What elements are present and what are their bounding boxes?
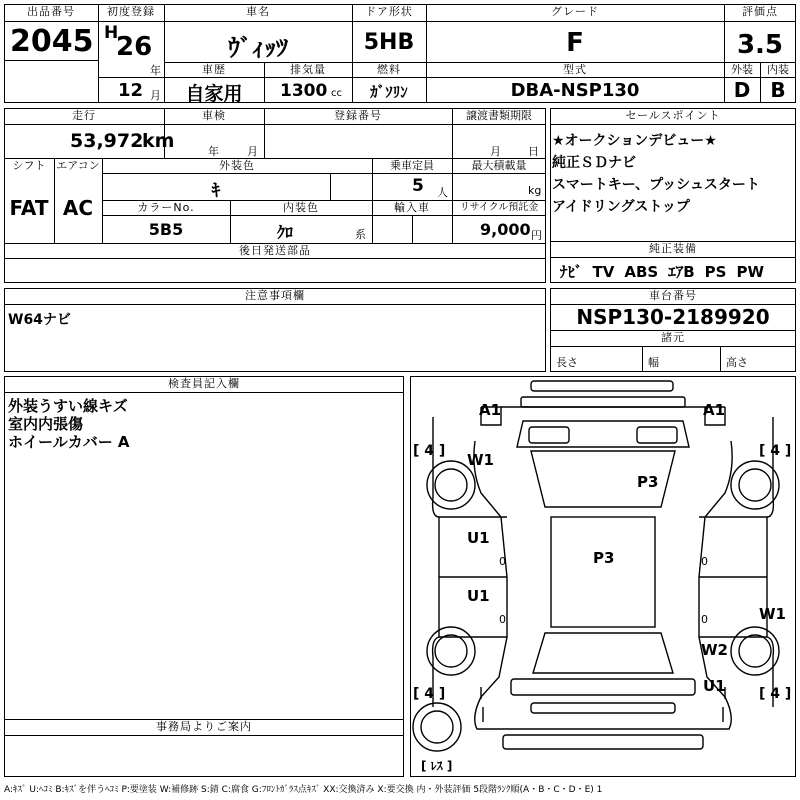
height-label: 高さ: [726, 356, 748, 369]
car-name-label: 車名: [246, 5, 270, 18]
office-label: 事務局よりご案内: [156, 720, 252, 733]
damage-mark: U1: [467, 529, 490, 547]
int-color-label: 内装色: [283, 201, 319, 214]
ext-color: ｷ: [211, 181, 221, 201]
year-unit: 年: [150, 64, 161, 77]
length-label: 長さ: [556, 356, 578, 369]
sales-line: スマートキー、プッシュスタート: [552, 177, 760, 193]
mileage-unit: km: [142, 130, 175, 152]
legend: A:ｷｽﾞ U:ﾍｺﾐ B:ｷｽﾞを伴うﾍｺﾐ P:要塗装 W:補修跡 S:錆 C:腐食 G:ﾌﾛﾝﾄｶﾞﾗｽ点ｷｽﾞ XX:交換済み X:要交換 内・外装評価 5段階ﾗﾝｸ順(A・B・C・D・E) 1: [4, 785, 603, 795]
sales-line: アイドリングストップ: [552, 199, 690, 215]
chassis-label: 車台番号: [649, 289, 697, 302]
grade: F: [566, 28, 584, 58]
inspector-label: 検査員記入欄: [168, 377, 240, 390]
damage-mark: 0: [701, 613, 708, 626]
tire-label: [ 4 ]: [413, 443, 446, 459]
width-label: 幅: [648, 356, 659, 369]
month-unit: 月: [150, 89, 161, 102]
damage-mark: U1: [703, 677, 726, 695]
tire-label: [ 4 ]: [759, 686, 792, 702]
displacement-label: 排気量: [290, 63, 326, 76]
equipment-item: ｴｱB: [668, 263, 695, 281]
reg-month: 12: [118, 80, 144, 101]
grade-label: グレード: [551, 5, 599, 18]
damage-mark: P3: [637, 473, 659, 491]
damage-mark: 0: [499, 555, 506, 568]
tire-label: [ 4 ]: [759, 443, 792, 459]
transfer-day-unit: 日: [528, 145, 539, 158]
damage-mark: W1: [467, 451, 494, 469]
car-diagram: [410, 376, 796, 777]
score-label: 評価点: [742, 5, 778, 18]
mileage-label: 走行: [72, 109, 96, 122]
notes-label: 注意事項欄: [245, 289, 305, 302]
door-type: 5HB: [363, 30, 415, 55]
color-no-label: カラーNo.: [137, 201, 195, 214]
damage-mark: U1: [467, 587, 490, 605]
car-diagram-svg: [411, 377, 795, 776]
damage-mark: 0: [499, 613, 506, 626]
damage-mark: W1: [759, 605, 786, 623]
displacement-unit: cc: [331, 88, 342, 99]
max-load-label: 最大積載量: [471, 159, 527, 172]
max-load-unit: kg: [528, 184, 542, 197]
fuel-label: 燃料: [377, 63, 401, 76]
damage-mark: 0: [701, 555, 708, 568]
notes-text: W64ナビ: [8, 312, 71, 328]
equipment-item: PS: [704, 263, 727, 281]
damage-mark: W2: [701, 641, 728, 659]
int-color-unit: 系: [355, 228, 366, 241]
int-color: ｸﾛ: [276, 223, 293, 242]
chassis-number: NSP130-2189920: [576, 305, 770, 329]
score: 3.5: [736, 30, 784, 60]
equipment-item: TV: [592, 263, 615, 281]
recycle-label: リサイクル預託金: [459, 202, 539, 213]
inspector-line: 外装うすい線キズ: [8, 397, 128, 415]
ac: AC: [62, 196, 94, 220]
transfer-month-unit: 月: [490, 145, 501, 158]
lot-number: 2045: [10, 24, 94, 59]
color-no: 5B5: [148, 220, 184, 239]
fuel: ｶﾞｿﾘﾝ: [370, 83, 408, 101]
recycle: 9,000: [480, 220, 531, 239]
inspection-month-unit: 月: [247, 145, 258, 158]
exterior-grade: D: [733, 78, 751, 102]
inspection-label: 車検: [202, 109, 226, 122]
displacement: 1300: [280, 81, 328, 101]
import-label: 輸入車: [394, 201, 430, 214]
reg-year: 26: [116, 32, 153, 62]
tire-label: [ 4 ]: [413, 686, 446, 702]
era: H: [104, 23, 119, 43]
equipment-item: PW: [736, 263, 764, 281]
equipment-item: ﾅﾋﾞ: [560, 263, 583, 281]
capacity: 5: [412, 176, 424, 196]
equipment-label: 純正装備: [649, 242, 697, 255]
ext-color-label: 外装色: [219, 159, 255, 172]
door-label: ドア形状: [365, 5, 413, 18]
recycle-unit: 円: [531, 229, 542, 242]
lot-label: 出品番号: [27, 5, 75, 18]
exterior-label: 外装: [731, 63, 753, 76]
equipment-item: ABS: [624, 263, 659, 281]
history: 自家用: [185, 83, 243, 105]
model: DBA-NSP130: [510, 80, 640, 101]
shift: FAT: [9, 196, 49, 220]
dims-label: 諸元: [661, 331, 685, 344]
damage-mark: A1: [703, 401, 726, 419]
inspector-line: 室内内張傷: [8, 415, 84, 433]
reg-number-label: 登録番号: [334, 109, 382, 122]
spare-label: [ ﾚｽ ]: [421, 759, 453, 773]
interior-grade: B: [770, 78, 786, 102]
sales-line: ★オークションデビュー★: [552, 133, 717, 149]
damage-mark: P3: [593, 549, 615, 567]
equipment-list: [560, 261, 764, 282]
history-label: 車歴: [202, 63, 226, 76]
capacity-label: 乗車定員: [390, 159, 434, 172]
inspection-year-unit: 年: [208, 145, 219, 158]
sales-label: セールスポイント: [625, 109, 721, 122]
shift-label: シフト: [12, 159, 46, 172]
car-name: ｳﾞｨｯﾂ: [228, 34, 288, 62]
sales-line: 純正ＳＤナビ: [552, 155, 636, 171]
transfer-label: 譲渡書類期限: [466, 109, 532, 122]
inspector-line: ホイールカバー A: [8, 433, 130, 451]
first-reg-label: 初度登録: [107, 5, 155, 18]
ac-label: エアコン: [56, 159, 100, 172]
model-label: 型式: [563, 63, 587, 76]
later-parts-label: 後日発送部品: [239, 244, 311, 257]
mileage: 53,972: [70, 130, 144, 152]
capacity-unit: 人: [437, 186, 448, 199]
interior-label: 内装: [767, 63, 789, 76]
damage-mark: A1: [479, 401, 502, 419]
